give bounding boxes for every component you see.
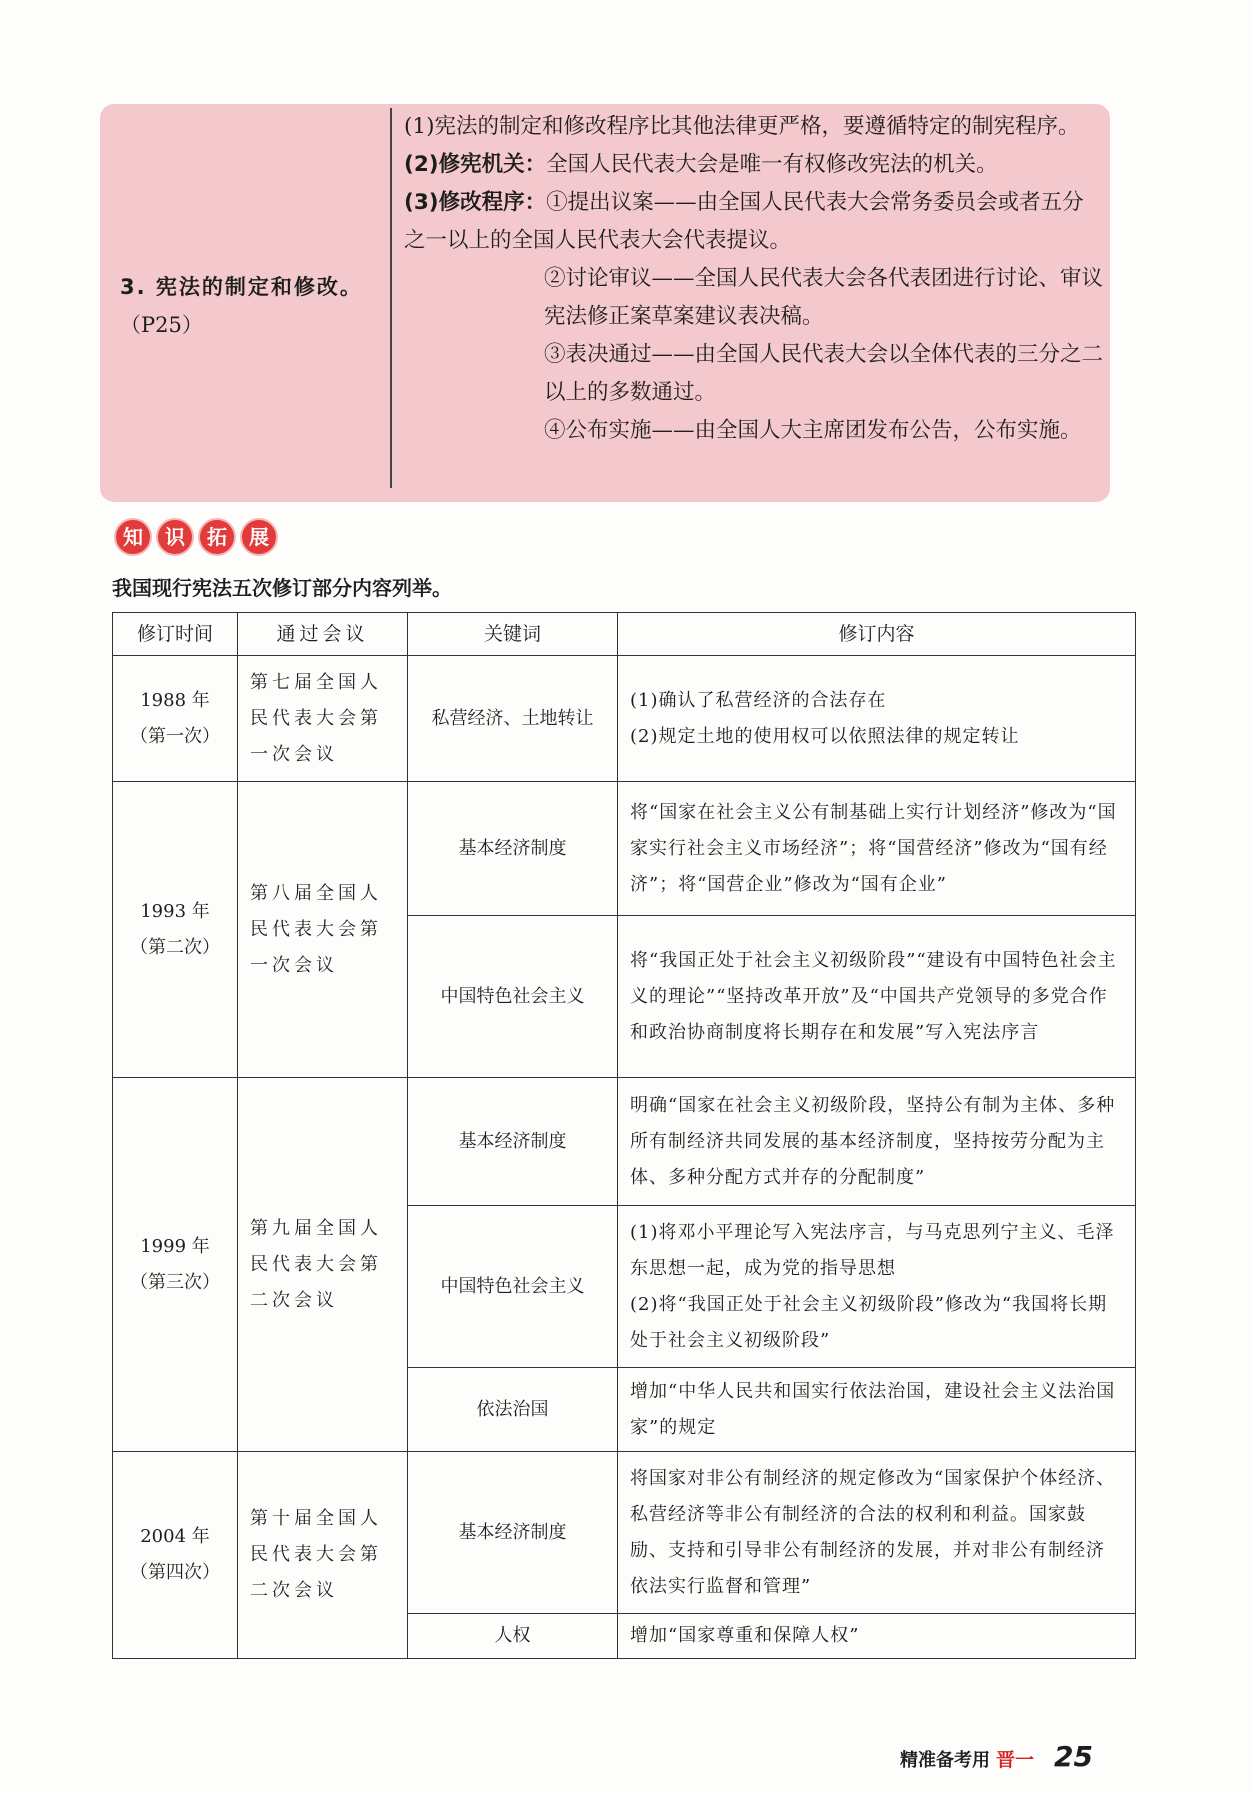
year: 1999 年 (140, 1235, 210, 1257)
badge-char-2: 识 (156, 518, 194, 556)
time-cell (113, 656, 238, 782)
knowledge-extension-badge (114, 518, 278, 556)
summary-title: 3. 宪法的制定和修改。 (120, 275, 363, 299)
keyword-cell: 依法治国 (408, 1368, 618, 1452)
keyword-cell: 中国特色社会主义 (408, 1206, 618, 1368)
summary-step-4: ④公布实施——由全国人大主席团发布公告，公布实施。 (544, 418, 1082, 443)
keyword-cell: 人权 (408, 1614, 618, 1659)
order: （第四次） (130, 1562, 220, 1583)
badge-char-1: 知 (114, 518, 152, 556)
order: （第一次） (130, 725, 220, 747)
table-intro: 我国现行宪法五次修订部分内容列举。 (112, 576, 452, 600)
header-content: 修订内容 (618, 613, 1136, 656)
header-time: 修订时间 (113, 613, 238, 656)
summary-point-2 (404, 146, 1104, 184)
header-keyword: 关键词 (408, 613, 618, 656)
keyword-cell: 基本经济制度 (408, 1452, 618, 1614)
time-cell (113, 1078, 238, 1452)
summary-content (404, 108, 1104, 450)
keyword-cell: 基本经济制度 (408, 1078, 618, 1206)
meeting-cell: 第八届全国人民代表大会第一次会议 (238, 782, 408, 1078)
footer-tag: 晋一 (996, 1749, 1035, 1771)
table-row (113, 782, 1136, 916)
summary-point-2-text: 全国人民代表大会是唯一有权修改宪法的机关。 (546, 152, 998, 177)
meeting-cell: 第七届全国人民代表大会第一次会议 (238, 656, 408, 782)
content-cell: 将“国家在社会主义公有制基础上实行计划经济”修改为“国家实行社会主义市场经济”；将“国营经济”修改为“国有经济”；将“国营企业”修改为“国有企业” (618, 782, 1136, 916)
content-cell: 将国家对非公有制经济的规定修改为“国家保护个体经济、私营经济等非公有制经济的合法的权利和利益。国家鼓励、支持和引导非公有制经济的发展，并对非公有制经济依法实行监督和管理” (618, 1452, 1136, 1614)
content-cell (618, 1206, 1136, 1368)
content-line-1: (1)确认了私营经济的合法存在 (630, 689, 887, 711)
header-meeting: 通过会议 (238, 613, 408, 656)
year: 2004 年 (140, 1526, 210, 1547)
table-header-row (113, 613, 1136, 656)
footer-text: 精准备考用 (900, 1750, 990, 1771)
keyword-cell: 基本经济制度 (408, 782, 618, 916)
table-row (113, 1078, 1136, 1206)
amendments-table (112, 612, 1136, 1659)
time-cell (113, 1452, 238, 1659)
content-cell: 明确“国家在社会主义初级阶段，坚持公有制为主体、多种所有制经济共同发展的基本经济制度，坚持按劳分配为主体、多种分配方式并存的分配制度” (618, 1078, 1136, 1206)
summary-step-3: ③表决通过——由全国人民代表大会以全体代表的三分之二以上的多数通过。 (544, 342, 1104, 405)
content-cell: 增加“中华人民共和国实行依法治国，建设社会主义法治国家”的规定 (618, 1368, 1136, 1452)
content-cell: 增加“国家尊重和保障人权” (618, 1614, 1136, 1659)
summary-point-1: (1)宪法的制定和修改程序比其他法律更严格，要遵循特定的制宪程序。 (404, 114, 1080, 139)
badge-char-3: 拓 (198, 518, 236, 556)
summary-divider (390, 108, 392, 488)
summary-point-3-label: (3)修改程序： (404, 190, 547, 215)
meeting-cell: 第十届全国人民代表大会第二次会议 (238, 1452, 408, 1659)
order: （第三次） (130, 1271, 220, 1293)
content-line-2: (2)将“我国正处于社会主义初级阶段”修改为“我国将长期处于社会主义初级阶段” (630, 1293, 1108, 1351)
content-cell (618, 656, 1136, 782)
badge-char-4: 展 (240, 518, 278, 556)
time-cell (113, 782, 238, 1078)
keyword-cell: 中国特色社会主义 (408, 916, 618, 1078)
table-row (113, 656, 1136, 782)
content-line-1: (1)将邓小平理论写入宪法序言，与马克思列宁主义、毛泽东思想一起，成为党的指导思想 (630, 1221, 1115, 1279)
page-number: 25 (1054, 1740, 1093, 1773)
page-footer (900, 1740, 1093, 1773)
content-cell: 将“我国正处于社会主义初级阶段”“建设有中国特色社会主义的理论”“坚持改革开放”及“中国共产党领导的多党合作和政治协商制度将长期存在和发展”写入宪法序言 (618, 916, 1136, 1078)
meeting-cell: 第九届全国人民代表大会第二次会议 (238, 1078, 408, 1452)
summary-point-2-label: (2)修宪机关： (404, 152, 547, 177)
content-line-2: (2)规定土地的使用权可以依照法律的规定转让 (630, 725, 1020, 747)
summary-step-2: ②讨论审议——全国人民代表大会各代表团进行讨论、审议宪法修正案草案建议表决稿。 (544, 266, 1104, 329)
summary-page-ref: （P25） (120, 313, 203, 337)
keyword-cell: 私营经济、土地转让 (408, 656, 618, 782)
year: 1988 年 (140, 689, 210, 711)
summary-step-1: ①提出议案——由全国人民代表大会常务委员会或者五分之一以上的全国人民代表大会代表提议。 (404, 190, 1084, 253)
table-row (113, 1452, 1136, 1614)
year: 1993 年 (140, 900, 210, 922)
order: （第二次） (130, 936, 220, 958)
summary-title-block (120, 268, 390, 344)
summary-point-3 (404, 184, 1104, 260)
